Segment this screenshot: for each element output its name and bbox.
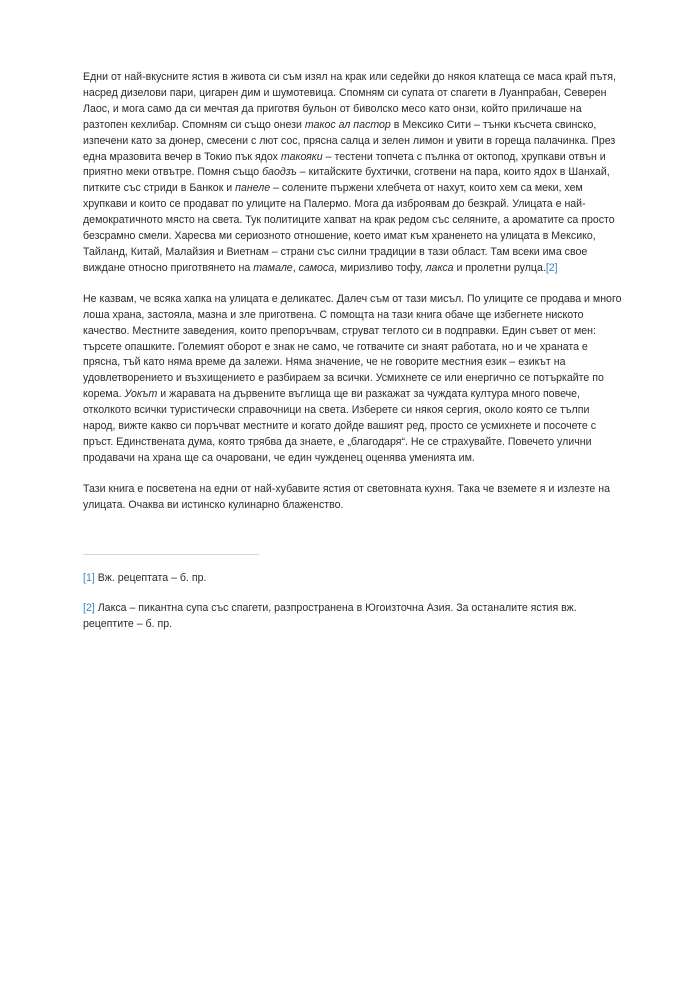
italic-term: Уокът [124,388,158,401]
italic-term: тамале [253,261,293,274]
italic-term: такояки [280,150,323,163]
text-run: – китайските бухтички, сготвени на пара, които ядох в Шанхай, питките със стриди в Банкок и [83,166,610,195]
text-run: Тази книга е посветена на едни от най-хубавите ястия от световната кухня. Така че вземете я и излезте на улицата. Очаква ви истинско кулинарно блаженство. [83,482,611,511]
footnote-reference-link[interactable]: [2] [545,261,558,274]
footnote-marker-2[interactable]: [2] [83,602,95,615]
footnote-text-2: Лакса – пикантна супа със спагети, разпространена в Югоизточна Азия. За останалите ястия вж. рецептите – б. пр. [83,602,577,631]
text-run: и пролетни рулца. [453,261,546,274]
text-run: , [292,261,299,274]
italic-term: самоса [298,261,335,274]
italic-term: панеле [235,182,271,195]
footnote-1 [83,571,623,587]
footnote-2 [83,601,623,633]
text-run: – тестени топчета с пълнка от октопод, хрупкави отвън и приятно меки отвътре. Помня също [83,150,606,179]
italic-term: лакса [425,261,454,274]
body-text [83,70,623,514]
italic-term: баодзъ [262,166,297,179]
paragraph-1 [83,70,623,277]
footnote-separator [83,554,259,555]
paragraph-3 [83,482,623,514]
italic-term: такос ал пастор [304,118,391,131]
text-run: Не казвам, че всяка хапка на улицата е деликатес. Далеч съм от тази мисъл. По улиците се продава и много лоша храна, застояла, мазна и зле приготвена. С помощта на тази книга обаче ще избегнете ниското качество. Местните заведения, които препоръчвам, струват теглото си в подправки. Един съвет от мен: търсете опашките. Големият оборот е знак не само, че готвачите си знаят работата, но и че храната е прясна, тъй като няма време да залежи. Няма значение, че не говорите местния език – езикът на удовлетворението и възхищението е разбираем за всички. Усмихнете се или енергично се потъркайте по корема. [83,292,622,401]
footnote-marker-1[interactable]: [1] [83,571,95,584]
text-run: Едни от най-вкусните ястия в живота си съм изял на крак или седейки до някоя клатеща се маса край пътя, насред дизелови пари, цигарен дим и шумотевица. Спомням си супата от спагети в Луанпрабан, Северен Лаос, и мога само да си мечтая да приготвя бульон от биволско месо като онзи, който приличаше на разтопен кехлибар. Спомням си също онези [83,71,616,131]
text-run: , миризливо тофу, [334,261,426,274]
text-run: – солените пържени хлебчета от нахут, които хем са меки, хем хрупкави и които се продават по улиците на Палермо. Мога да изброявам до безкрай. Улицата е най-демократичното място на света. Тук политиците хапват на крак редом със селяните, а ароматите са просто безсрамно смели. Харесва ми сериозното отношение, което имат към храненето на улицата в Мексико, Тайланд, Китай, Малайзия и Виетнам – страни със силни традиции в тази област. Там всеки има свое виждане относно приготвянето на [83,182,615,274]
footnote-text-1: Вж. рецептата – б. пр. [94,571,207,584]
text-run: в Мексико Сити – тънки късчета свинско, изпечени като за дюнер, смесени с лют сос, прясна салца и зелен лимон и увити в гореща палачинка. През една мразовита вечер в Токио пък ядох [83,118,616,163]
footnotes [83,571,623,634]
paragraph-2 [83,292,623,467]
text-run: и жаравата на дървените въглища ще ви разкажат за чуждата култура много повече, отколкото всички туристически справочници на света. Изберете си някоя сергия, около която се тълпи народ, вижте какво си поръчват местните и когато дойде вашият ред, просто се усмихнете и посочете с пръст. Единствената дума, която трябва да знаете, е „благодаря“. Не се страхувайте. Повечето улични продавачи на храна ще са очаровани, че един чужденец оценява уменията им. [83,388,597,464]
document-page [83,70,623,648]
